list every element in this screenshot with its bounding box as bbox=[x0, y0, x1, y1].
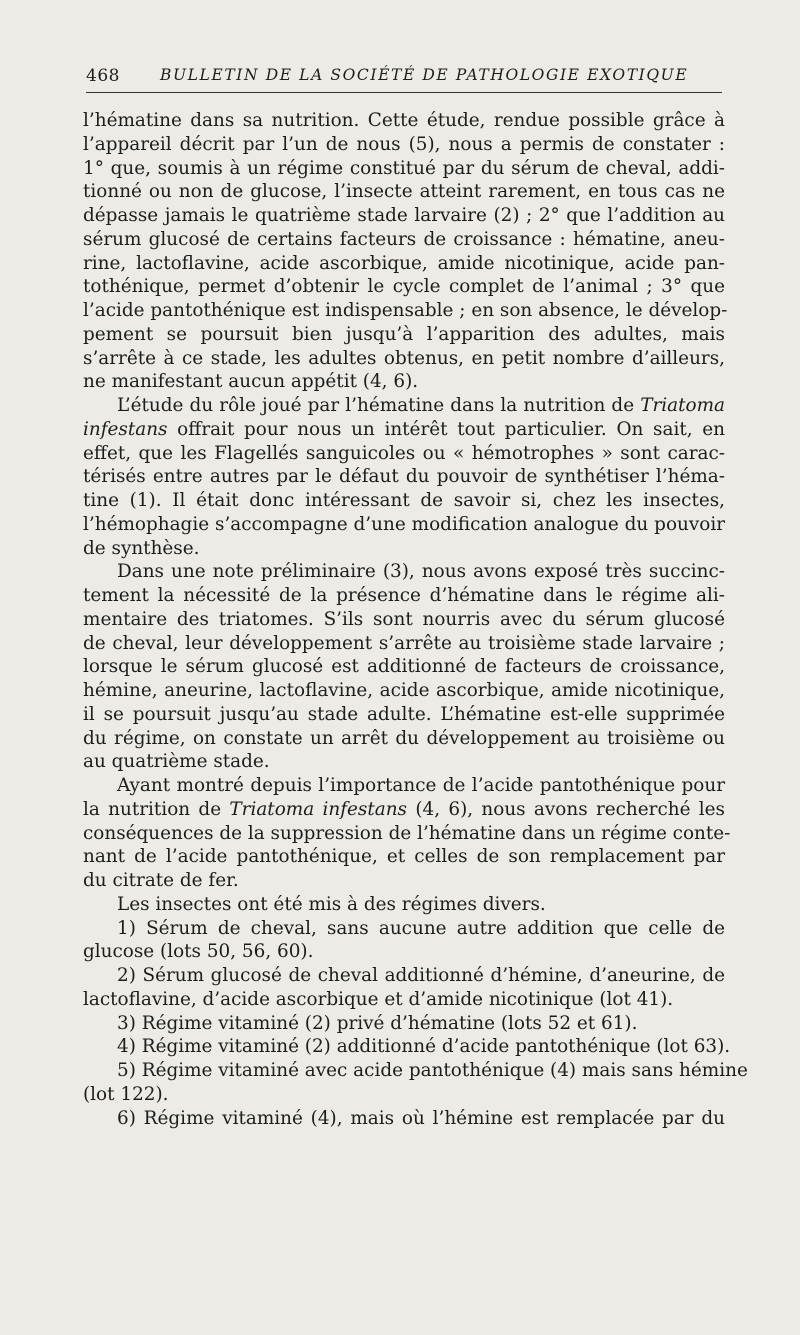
line-text-mixed bbox=[83, 799, 725, 820]
paragraph-first-line bbox=[83, 1035, 731, 1059]
line-text: 6) Régime vitaminé (4), mais où l’hémine est remplacée par du bbox=[117, 1107, 725, 1129]
text-line bbox=[83, 465, 725, 489]
page-header bbox=[86, 64, 722, 93]
species-name: Triatoma bbox=[640, 395, 725, 416]
text-line bbox=[83, 655, 725, 679]
text-line bbox=[83, 347, 725, 371]
line-text: l’appareil décrit par l’un de nous (5), nous a permis de constater : bbox=[83, 133, 725, 155]
text-line bbox=[83, 252, 725, 276]
text-line bbox=[83, 228, 725, 252]
text-line bbox=[83, 513, 725, 537]
paragraph-first-line bbox=[83, 893, 725, 917]
text-line bbox=[83, 632, 725, 656]
running-head: BULLETIN DE LA SOCIÉTÉ DE PATHOLOGIE EXOTIQUE bbox=[160, 66, 689, 84]
line-text: térisés entre autres par le défaut du pouvoir de synthétiser l’héma- bbox=[83, 466, 725, 488]
text-line bbox=[83, 370, 725, 394]
line-text: de cheval, leur développement s’arrête au troisième stade larvaire ; bbox=[83, 632, 725, 654]
line-text: du citrate de fer. bbox=[83, 870, 239, 891]
line-text: effet, que les Flagellés sanguicoles ou « hémotrophes » sont carac- bbox=[83, 442, 725, 464]
line-text: Ayant montré depuis l’importance de l’acide pantothénique pour bbox=[117, 775, 725, 796]
text-line bbox=[83, 822, 731, 846]
line-text: l’hématine dans sa nutrition. Cette étude, rendue possible grâce à bbox=[83, 110, 725, 131]
line-text: tement la nécessité de la présence d’hématine dans le régime ali- bbox=[83, 585, 725, 606]
text-line bbox=[83, 1083, 725, 1107]
line-text: 2) Sérum glucosé de cheval additionné d’hémine, d’aneurine, de bbox=[117, 965, 725, 986]
text-line bbox=[83, 845, 725, 869]
text-line bbox=[83, 727, 725, 751]
text-line bbox=[83, 703, 725, 727]
line-text: dépasse jamais le quatrième stade larvaire (2) ; 2° que l’addition au bbox=[83, 205, 725, 226]
line-text: lorsque le sérum glucosé est additionné de facteurs de croissance, bbox=[83, 656, 725, 678]
paragraph-first-line bbox=[83, 774, 725, 798]
text-line bbox=[83, 537, 725, 561]
paragraph-first-line bbox=[83, 1059, 748, 1083]
text-line bbox=[83, 323, 725, 347]
line-text: s’arrête à ce stade, les adultes obtenus, en petit nombre d’ailleurs, bbox=[83, 347, 725, 369]
line-text: au quatrième stade. bbox=[83, 751, 270, 773]
line-text: 5) Régime vitaminé avec acide pantothénique (4) mais sans hémine bbox=[117, 1060, 748, 1081]
text-line bbox=[83, 988, 725, 1012]
text-line bbox=[83, 157, 725, 181]
text-line bbox=[83, 869, 725, 893]
text-line bbox=[83, 109, 725, 133]
line-text: de synthèse. bbox=[83, 537, 200, 559]
line-text: l’acide pantothénique est indispensable ; en son absence, le dévelop- bbox=[83, 300, 728, 321]
line-text: tine (1). Il était donc intéressant de savoir si, chez les insectes, bbox=[83, 490, 725, 511]
line-text: nant de l’acide pantothénique, et celles de son remplacement par bbox=[83, 846, 725, 868]
text-line bbox=[83, 798, 725, 822]
text-line bbox=[83, 418, 725, 442]
line-text: glucose (lots 50, 56, 60). bbox=[83, 941, 314, 963]
paragraph-first-line bbox=[83, 1012, 725, 1036]
text-line bbox=[83, 299, 728, 323]
paragraph-first-line bbox=[83, 917, 725, 941]
line-text: du régime, on constate un arrêt du développement au troisième ou bbox=[83, 727, 725, 749]
text-line bbox=[83, 584, 725, 608]
line-text: tionné ou non de glucose, l’insecte atteint rarement, en tous cas ne bbox=[83, 181, 725, 203]
line-text: Les insectes ont été mis à des régimes divers. bbox=[117, 893, 546, 915]
line-text: l’hémophagie s’accompagne d’une modification analogue du pouvoir bbox=[83, 513, 725, 535]
line-text: hémine, aneurine, lactoflavine, acide ascorbique, amide nicotinique, bbox=[83, 680, 725, 701]
text-segment: la nutrition de bbox=[83, 798, 230, 820]
page-number: 468 bbox=[86, 66, 120, 86]
line-text: sérum glucosé de certains facteurs de croissance : hématine, aneu- bbox=[83, 228, 725, 250]
line-text: 4) Régime vitaminé (2) additionné d’acide pantothénique (lot 63). bbox=[117, 1036, 731, 1058]
line-text: rine, lactoflavine, acide ascorbique, amide nicotinique, acide pan- bbox=[83, 252, 725, 274]
species-name: Triatoma infestans bbox=[229, 798, 407, 820]
paragraph-first-line bbox=[83, 560, 725, 584]
line-text: pement se poursuit bien jusqu’à l’apparition des adultes, mais bbox=[83, 323, 725, 345]
body-text bbox=[83, 109, 748, 1130]
text-line bbox=[83, 133, 725, 157]
line-text: 1) Sérum de cheval, sans aucune autre addition que celle de bbox=[117, 917, 725, 939]
text-line bbox=[83, 679, 725, 703]
line-text: mentaire des triatomes. S’ils sont nourris avec du sérum glucosé bbox=[83, 608, 725, 630]
line-text: conséquences de la suppression de l’hématine dans un régime conte- bbox=[83, 822, 731, 844]
text-line bbox=[83, 275, 725, 299]
text-line bbox=[83, 180, 725, 204]
line-text: tothénique, permet d’obtenir le cycle complet de l’animal ; 3° que bbox=[83, 276, 725, 298]
line-text: ne manifestant aucun appétit (4, 6). bbox=[83, 371, 419, 393]
paragraph-first-line bbox=[83, 964, 725, 988]
text-line bbox=[83, 750, 725, 774]
text-line bbox=[83, 489, 725, 513]
line-text: Dans une note préliminaire (3), nous avons exposé très succinc- bbox=[117, 561, 725, 583]
line-text: 1° que, soumis à un régime constitué par du sérum de cheval, addi- bbox=[83, 157, 725, 179]
text-segment: (4, 6), nous avons recherché les bbox=[407, 798, 725, 820]
text-line bbox=[83, 608, 725, 632]
text-line bbox=[83, 204, 725, 228]
text-segment: L’étude du rôle joué par l’hématine dans la nutrition de bbox=[117, 395, 641, 416]
line-text: (lot 122). bbox=[83, 1083, 169, 1105]
paragraph-first-line bbox=[83, 394, 725, 418]
text-line bbox=[83, 940, 725, 964]
line-text-mixed bbox=[117, 394, 725, 418]
line-text: il se poursuit jusqu’au stade adulte. L’hématine est-elle supprimée bbox=[83, 703, 725, 725]
text-segment: offrait pour nous un intérêt tout particulier. On sait, en bbox=[167, 418, 725, 440]
line-text: 3) Régime vitaminé (2) privé d’hématine (lots 52 et 61). bbox=[117, 1012, 638, 1034]
paragraph-first-line bbox=[83, 1107, 725, 1131]
line-text: lactoflavine, d’acide ascorbique et d’amide nicotinique (lot 41). bbox=[83, 988, 674, 1010]
species-name: infestans bbox=[83, 418, 168, 440]
text-line bbox=[83, 442, 725, 466]
line-text-mixed bbox=[83, 419, 725, 440]
